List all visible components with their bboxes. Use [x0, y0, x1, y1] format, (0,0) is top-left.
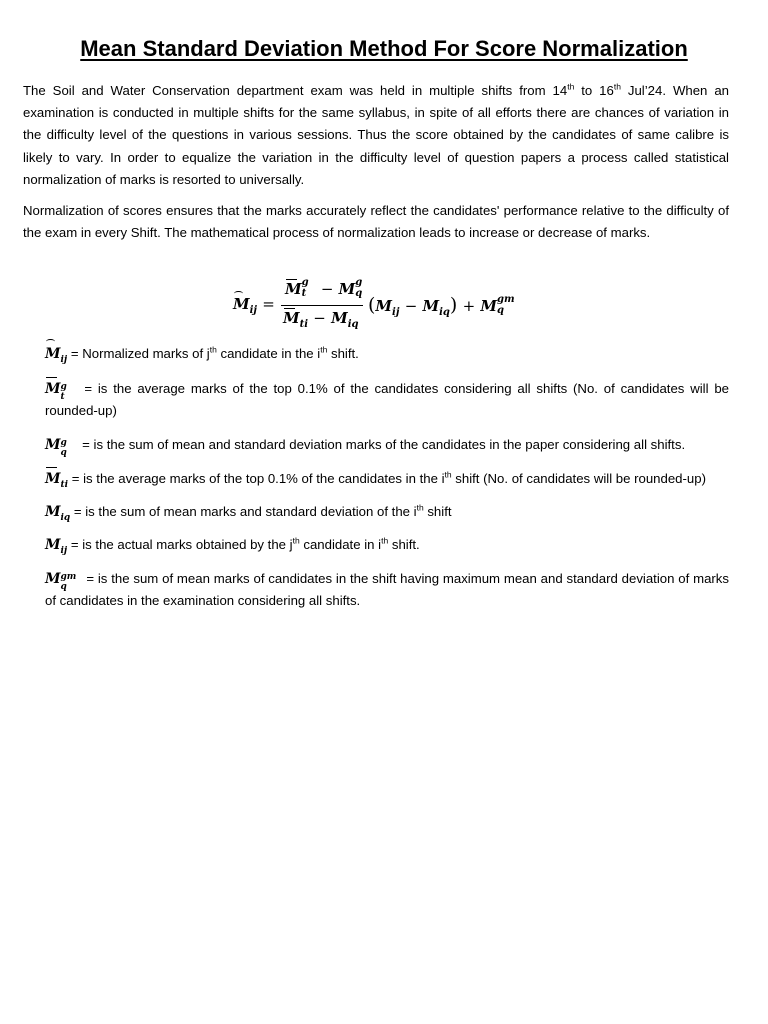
def1-symbol: M — [45, 343, 61, 365]
equation-numerator — [285, 277, 369, 299]
def2-symbol: M — [45, 378, 61, 400]
lhs-symbol: M — [233, 295, 250, 313]
den-b-sub: iq — [347, 319, 359, 330]
def5-text-a: = is the sum of mean marks and standard deviation of the i — [70, 504, 417, 519]
def5-sub: iq — [60, 513, 71, 523]
num-b-sub: q — [355, 288, 363, 299]
par-minus: − — [404, 297, 418, 315]
fraction-line — [281, 305, 363, 306]
tail-symbol: M — [480, 297, 497, 315]
def6-sub: ij — [60, 546, 68, 556]
def1-text-c: shift. — [327, 346, 359, 361]
def3-symbol: M — [45, 437, 61, 453]
den-minus: − — [313, 309, 326, 327]
def2-sub: t — [60, 392, 65, 402]
def3-text: = is the sum of mean and standard deviation marks of the candidates in the paper considering all shifts. — [78, 437, 686, 452]
def7-sup: gm — [60, 572, 77, 582]
def6-sup-b: th — [381, 535, 389, 546]
def7-text: = is the sum of mean marks of candidates in the shift having maximum mean and standard deviation of marks of candidates in the examination considering all shifts. — [45, 571, 729, 608]
den-a-sub: ti — [299, 319, 309, 330]
def4-text-a: = is the average marks of the top 0.1% of the candidates in the i — [68, 471, 445, 486]
paren-close: ) — [449, 294, 458, 316]
par-a-sub: ij — [392, 307, 400, 318]
def1-sup-a: th — [209, 344, 217, 355]
par-b-symbol: M — [422, 297, 440, 315]
normalization-paragraph: Normalization of scores ensures that the marks accurately reflect the candidates' performance relative to the difficulty of the exam in every Shift. The mathematical process of normalization leads to increase or decrease of marks. — [23, 203, 729, 241]
def6-sup-a: th — [292, 535, 300, 546]
num-a-symbol: M — [285, 280, 302, 298]
definition-max-mean-shift — [45, 568, 729, 612]
intro-sup-2: th — [613, 81, 621, 92]
definition-top-average-all-shifts — [45, 378, 729, 422]
num-b-symbol: M — [338, 280, 356, 298]
intro-text-1: The Soil and Water Conservation department exam was held in multiple shifts from 14 — [23, 83, 568, 98]
intro-sup-1: th — [567, 81, 575, 92]
den-b-symbol: M — [331, 309, 348, 327]
def6-text-b: candidate in i — [299, 537, 382, 552]
intro-text-2: to 16 — [574, 83, 614, 98]
def5-text-b: shift — [423, 504, 452, 519]
def6-symbol: M — [45, 537, 61, 553]
def1-text-a: = Normalized marks of j — [67, 346, 210, 361]
num-minus: − — [320, 280, 334, 298]
def7-symbol: M — [45, 571, 61, 587]
def2-text: = is the average marks of the top 0.1% of the candidates considering all shifts (No. of candidates will be rounded-up) — [45, 381, 729, 418]
def4-sub: ti — [60, 480, 69, 490]
equation-denominator — [283, 309, 358, 330]
num-b-sup: g — [355, 277, 363, 288]
def4-sup-a: th — [444, 469, 452, 480]
def5-symbol: M — [45, 504, 61, 520]
def6-text-c: shift. — [388, 537, 420, 552]
par-a-symbol: M — [375, 297, 393, 315]
def5-sup-a: th — [416, 502, 424, 513]
tail-sup: gm — [496, 294, 515, 305]
def2-sup: g — [60, 382, 67, 392]
definition-actual-marks — [45, 534, 729, 562]
normalization-equation — [233, 278, 553, 336]
def6-text-a: = is the actual marks obtained by the j — [67, 537, 293, 552]
intro-text-3: Jul’24. When an examination is conducted in multiple shifts for the same syllabus, in spite of all efforts there are chances of variation in the difficulty level of the questions in various sessions. Thus the score obtained by the candidates of same calibre is likely to vary. In order to equalize the variation in the difficulty level of question papers a process called statistical normalization of marks is resorted to universally. — [23, 83, 729, 187]
definition-mean-sd-all-shifts — [45, 434, 729, 456]
paren-open: ( — [368, 294, 376, 316]
par-b-sub: iq — [439, 307, 450, 318]
tail-sub: q — [496, 305, 504, 316]
den-a-symbol: M — [283, 309, 300, 327]
equation-lhs — [233, 295, 275, 316]
intro-paragraph — [23, 80, 729, 191]
def3-sub: q — [60, 448, 67, 458]
definition-top-average-shift — [45, 468, 729, 496]
definition-normalized-marks — [45, 343, 729, 371]
def1-text-b: candidate in the i — [216, 346, 321, 361]
definition-mean-sd-shift — [45, 501, 729, 529]
lhs-sub: ij — [249, 305, 258, 316]
def3-sup: g — [60, 438, 67, 448]
def4-symbol: M — [45, 468, 61, 490]
def7-sub: q — [60, 582, 67, 592]
equation-tail — [368, 294, 517, 318]
def1-sup-b: th — [320, 344, 328, 355]
plus-sign: + — [462, 297, 476, 315]
page-title: Mean Standard Deviation Method For Score Normalization — [80, 36, 688, 61]
num-a-sup: g — [301, 277, 309, 288]
def4-text-b: shift (No. of candidates will be rounded-up) — [451, 471, 706, 486]
num-a-sub: t — [301, 288, 307, 299]
equals-sign: = — [262, 295, 275, 313]
def1-sub: ij — [60, 355, 68, 365]
